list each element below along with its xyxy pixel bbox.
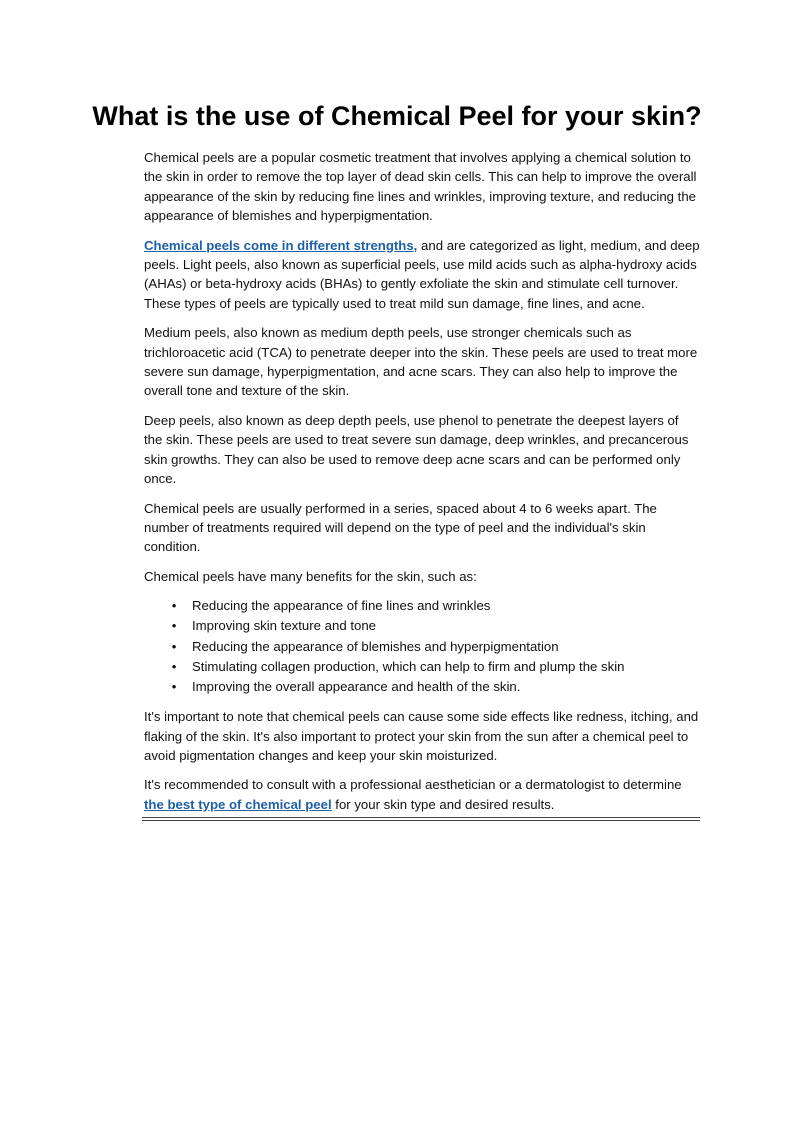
list-item-text: Improving the overall appearance and health of the skin.: [192, 678, 521, 694]
bullet-icon: •: [171, 618, 177, 634]
bullet-icon: •: [171, 658, 177, 674]
benefits-intro-paragraph: Chemical peels have many benefits for the skin, such as:: [144, 568, 477, 584]
consult-paragraph: [144, 775, 700, 814]
strengths-paragraph: [144, 236, 700, 314]
list-item: [144, 677, 700, 697]
bullet-icon: •: [171, 678, 177, 694]
intro-paragraph: Chemical peels are a popular cosmetic treatment that involves applying a chemical solution to the skin in order to remove the top layer of dead skin cells. This can help to improve the overall appearance of the skin by reducing fine lines and wrinkles, improving texture, and reducing the appearance of blemishes and hyperpigmentation.: [144, 150, 697, 224]
bullet-icon: •: [171, 638, 177, 654]
consult-text-pre: It's recommended to consult with a professional aesthetician or a dermatologist to determine: [144, 777, 682, 793]
best-peel-link[interactable]: the best type of chemical peel: [144, 796, 332, 812]
strengths-text: and are categorized as light, medium, and deep peels. Light peels, also known as superficial peels, use mild acids such as alpha-hydroxy acids (AHAs) or beta-hydroxy acids (BHAs) to gently exfoliate the skin and stimulate cell turnover. These types of peels are typically used to treat mild sun damage, fine lines, and acne.: [144, 237, 700, 311]
bullet-icon: •: [171, 598, 177, 614]
deep-peels-paragraph: Deep peels, also known as deep depth peels, use phenol to penetrate the deepest layers of the skin. These peels are used to treat severe sun damage, deep wrinkles, and precancerous skin growths. They can also be used to remove deep acne scars and can be performed only once.: [144, 412, 689, 487]
list-item-text: Reducing the appearance of blemishes and hyperpigmentation: [192, 638, 559, 654]
list-item-text: Stimulating collagen production, which can help to firm and plump the skin: [192, 658, 625, 674]
list-item: [144, 616, 700, 636]
article-body: [144, 148, 700, 824]
side-effects-paragraph: It's important to note that chemical peels can cause some side effects like redness, itching, and flaking of the skin. It's also important to protect your skin from the sun after a chemical peel to avoid pigmentation changes and keep your skin moisturized.: [144, 709, 699, 763]
list-item-text: Reducing the appearance of fine lines and wrinkles: [192, 598, 491, 614]
double-divider: [142, 817, 700, 821]
strengths-link[interactable]: Chemical peels come in different strengths,: [144, 237, 418, 253]
list-item-text: Improving skin texture and tone: [192, 618, 376, 634]
series-paragraph: Chemical peels are usually performed in a series, spaced about 4 to 6 weeks apart. The number of treatments required will depend on the type of peel and the individual's skin condition.: [144, 500, 657, 555]
list-item: [144, 596, 700, 616]
page-title: What is the use of Chemical Peel for your skin?: [92, 101, 702, 131]
list-item: [144, 637, 700, 657]
consult-text-post: for your skin type and desired results.: [331, 796, 555, 812]
medium-peels-paragraph: Medium peels, also known as medium depth peels, use stronger chemicals such as trichloroacetic acid (TCA) to penetrate deeper into the skin. These peels are used to treat more severe sun damage, hyperpigmentation, and acne scars. They can also help to improve the overall tone and texture of the skin.: [144, 325, 698, 399]
benefits-list: [144, 596, 700, 697]
list-item: [144, 657, 700, 677]
